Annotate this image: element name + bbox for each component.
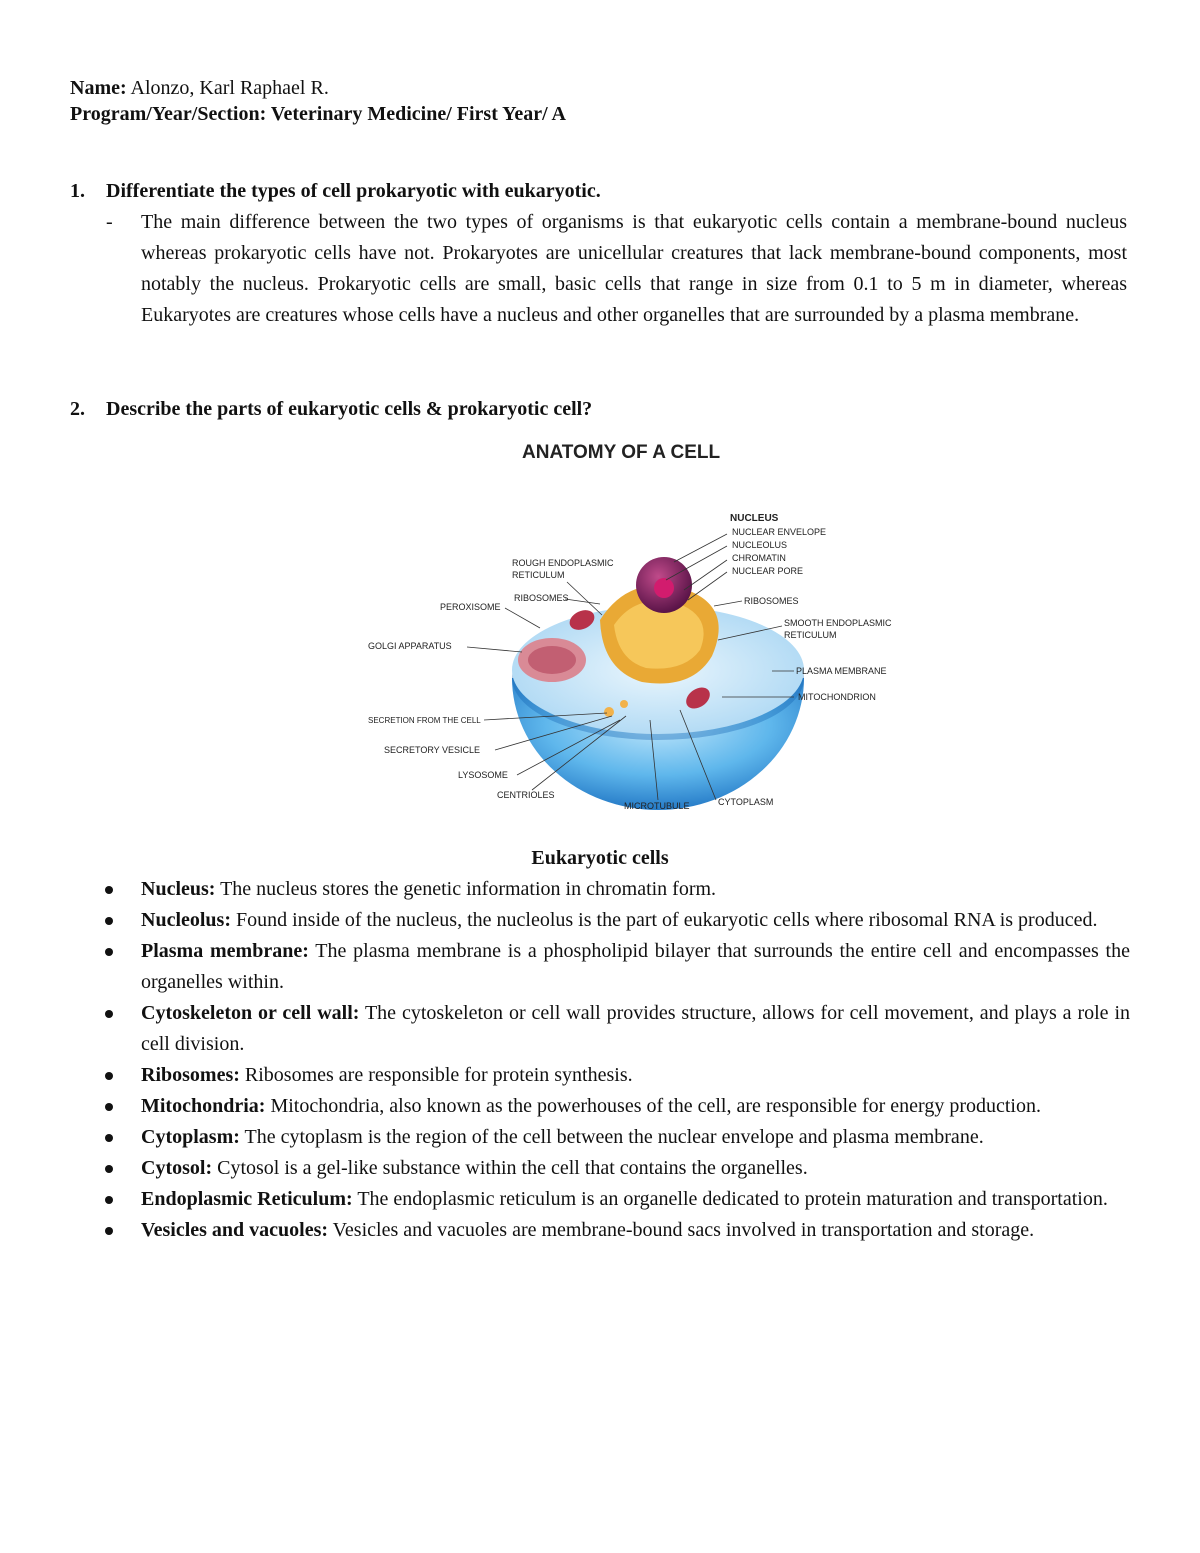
bullet-dot [105, 1010, 113, 1018]
part-term: Nucleus: [141, 878, 216, 900]
program-label: Program/Year/Section: [70, 103, 267, 125]
label-ribosomes-right: RIBOSOMES [744, 596, 799, 606]
bullet-dot [105, 1103, 113, 1111]
label-centrioles: CENTRIOLES [497, 790, 555, 800]
list-item [100, 998, 1130, 1060]
bullet-dot [105, 1134, 113, 1142]
label-secretion: SECRETION FROM THE CELL [368, 716, 481, 725]
part-term: Ribosomes: [141, 1064, 240, 1086]
part-desc: The nucleus stores the genetic information in chromatin form. [215, 878, 717, 900]
part-desc: Found inside of the nucleus, the nucleolus is the part of eukaryotic cells where ribosomal RNA is produced. [231, 909, 1098, 931]
part-desc: Vesicles and vacuoles are membrane-bound sacs involved in transportation and storage. [328, 1219, 1035, 1241]
program-value: Veterinary Medicine/ First Year/ A [266, 103, 566, 125]
label-rough-er-line-2: RETICULUM [512, 570, 565, 580]
name-value: Alonzo, Karl Raphael R. [126, 77, 329, 99]
answer-1-text: The main difference between the two types of organisms is that eukaryotic cells contain a membrane-bound nucleus whereas prokaryotic cells have not. Prokaryotes are unicellular creatures that lack membrane-bound components, most notably the nucleus. Prokaryotic cells are small, basic cells that range in size from 0.1 to 5 m in diameter, whereas Eukaryotes are creatures whose cells have a nucleus and other organelles that are surrounded by a plasma membrane. [141, 211, 1127, 326]
label-ribosomes-left: RIBOSOMES [514, 593, 569, 603]
list-item [100, 905, 1130, 936]
bullet-dot [105, 1072, 113, 1080]
figure-title: ANATOMY OF A CELL [522, 442, 721, 463]
part-desc: Cytosol is a gel-like substance within the cell that contains the organelles. [212, 1157, 808, 1179]
parts-list [100, 874, 1130, 1246]
program-line [70, 102, 566, 126]
list-item [100, 1122, 1130, 1153]
label-secretory-vesicle: SECRETORY VESICLE [384, 745, 481, 755]
list-item [100, 1060, 1130, 1091]
label-lysosome: LYSOSOME [458, 770, 508, 780]
label-peroxisome: PEROXISOME [440, 602, 501, 612]
part-term: Cytoskeleton or cell wall: [141, 1002, 360, 1024]
list-item [100, 1091, 1130, 1122]
figure-caption: Eukaryotic cells [531, 847, 669, 869]
name-line [70, 76, 329, 100]
nucleolus-shape [654, 578, 674, 598]
question-2-number: 2. [70, 398, 85, 420]
part-desc: The endoplasmic reticulum is an organelle dedicated to protein maturation and transportation. [352, 1188, 1108, 1210]
part-term: Nucleolus: [141, 909, 231, 931]
label-mitochondrion: MITOCHONDRION [798, 692, 876, 702]
part-desc: Mitochondria, also known as the powerhouses of the cell, are responsible for energy production. [265, 1095, 1041, 1117]
label-smooth-er-line-1: SMOOTH ENDOPLASMIC [784, 618, 892, 628]
part-desc: Ribosomes are responsible for protein synthesis. [239, 1064, 633, 1086]
part-desc: The plasma membrane is a phospholipid bilayer that surrounds the entire cell and encompasses the organelles within. [141, 940, 1130, 993]
list-item [100, 874, 1130, 905]
question-1-text: Differentiate the types of cell prokaryotic with eukaryotic. [106, 180, 601, 202]
label-smooth-er-line-2: RETICULUM [784, 630, 837, 640]
label-nuclear-envelope: NUCLEAR ENVELOPE [732, 527, 827, 537]
bullet-dot [105, 1196, 113, 1204]
label-nucleolus: NUCLEOLUS [732, 540, 788, 550]
bullet-dot [105, 948, 113, 956]
list-item [100, 1215, 1130, 1246]
part-desc: The cytoplasm is the region of the cell between the nuclear envelope and plasma membrane. [239, 1126, 984, 1148]
label-nucleus: NUCLEUS [730, 513, 779, 524]
cell-anatomy-figure [362, 420, 910, 840]
vesicle-shape [604, 707, 614, 717]
answer-1-dash: - [106, 211, 113, 233]
part-term: Endoplasmic Reticulum: [141, 1188, 353, 1210]
list-item [100, 1153, 1130, 1184]
golgi-inner-shape [528, 646, 576, 674]
label-microtubule: MICROTUBULE [624, 801, 690, 811]
label-nuclear-pore: NUCLEAR PORE [732, 566, 804, 576]
bullet-dot [105, 886, 113, 894]
label-rough-er-line-1: ROUGH ENDOPLASMIC [512, 558, 614, 568]
bullet-dot [105, 917, 113, 925]
bullet-dot [105, 1227, 113, 1235]
part-term: Mitochondria: [141, 1095, 266, 1117]
question-1-number: 1. [70, 180, 85, 202]
part-term: Cytoplasm: [141, 1126, 240, 1148]
part-desc: The cytoskeleton or cell wall provides structure, allows for cell movement, and plays a role in cell division. [141, 1002, 1130, 1055]
list-item [100, 1184, 1130, 1215]
vesicle-shape-2 [620, 700, 628, 708]
bullet-dot [105, 1165, 113, 1173]
part-term: Plasma membrane: [141, 940, 309, 962]
label-plasma-membrane: PLASMA MEMBRANE [796, 666, 887, 676]
part-term: Cytosol: [141, 1157, 213, 1179]
name-label: Name: [70, 77, 127, 99]
question-2-text: Describe the parts of eukaryotic cells & prokaryotic cell? [106, 398, 593, 420]
list-item [100, 936, 1130, 998]
label-chromatin: CHROMATIN [732, 553, 786, 563]
part-term: Vesicles and vacuoles: [141, 1219, 329, 1241]
label-cytoplasm: CYTOPLASM [718, 797, 774, 807]
label-golgi: GOLGI APPARATUS [368, 641, 452, 651]
